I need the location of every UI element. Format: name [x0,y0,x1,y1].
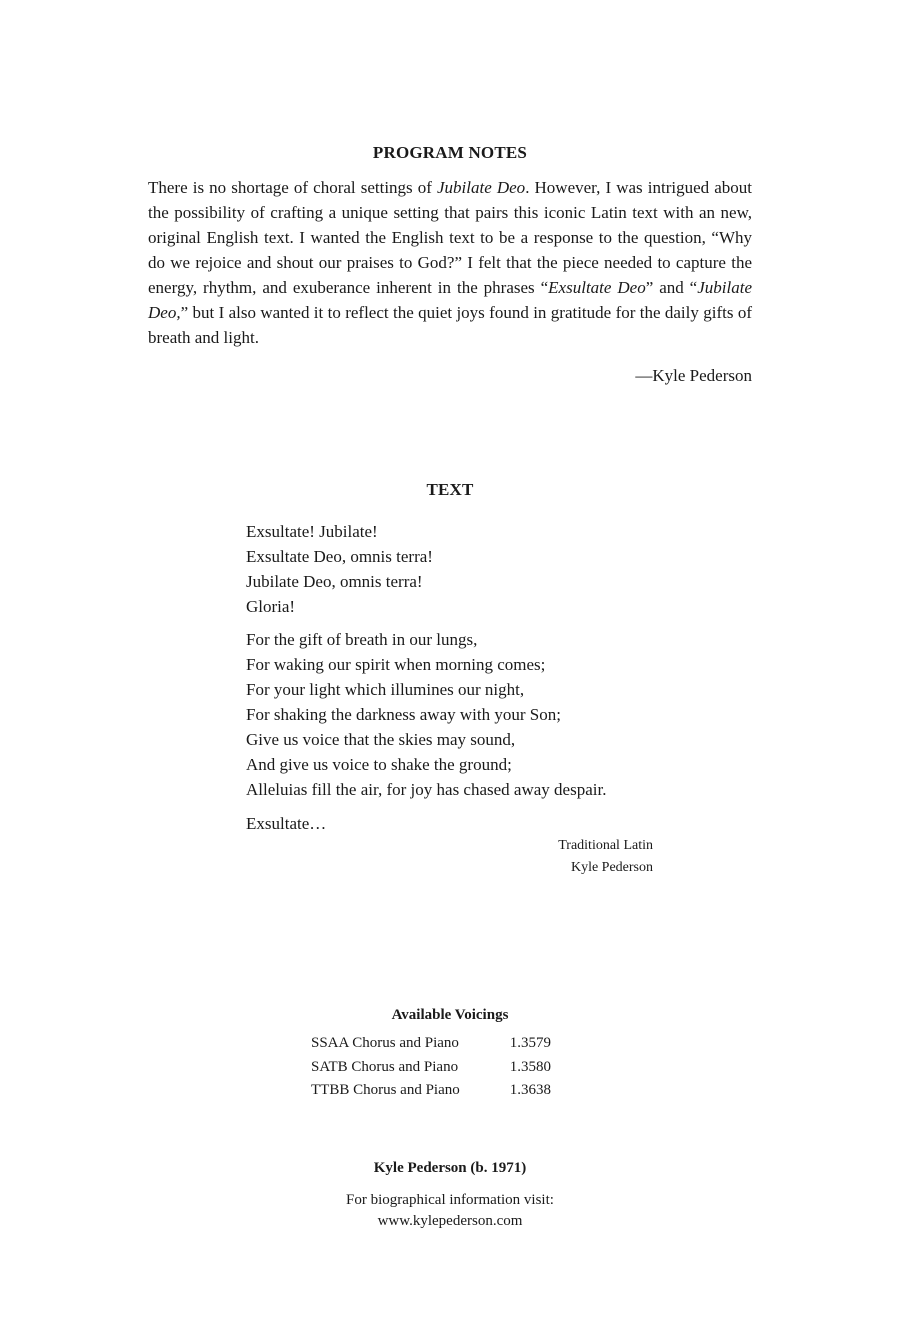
stanza-english [246,627,606,802]
program-notes-body [148,175,752,350]
stanza-latin [246,519,433,619]
lyric-line: Gloria! [246,597,296,616]
lyric-line: Alleluias fill the air, for joy has chased away despair. [246,780,607,799]
bio-line: For biographical information visit: [346,1192,554,1208]
notes-title-exsultate: Exsultate Deo [548,278,646,297]
composer-bio [0,1190,900,1232]
text-heading: TEXT [426,480,474,499]
website-link[interactable]: www.kylepederson.com [377,1213,523,1229]
lyric-line: For your light which illumines our night, [246,680,525,699]
notes-title-jubilate-2: Jubilate Deo, [148,278,752,322]
voicings-table [311,1032,551,1103]
credit-line: Traditional Latin [558,838,653,853]
voicing-name: SATB Chorus and Piano [311,1058,459,1075]
voicing-number: 1.3579 [509,1035,551,1051]
table-row [311,1032,551,1056]
composer-name: Kyle Pederson (b. 1971) [373,1160,527,1176]
notes-text-3: ” and “ [645,278,698,297]
lyric-line: Exsultate Deo, omnis terra! [246,547,433,566]
stanza-closing [246,811,326,836]
notes-title-jubilate: Jubilate Deo [437,178,526,197]
credit-line: Kyle Pederson [570,860,653,875]
notes-text-1: There is no shortage of choral settings of [148,178,438,197]
voicing-number: 1.3638 [509,1082,551,1098]
lyric-line: Exsultate… [246,814,327,833]
lyric-line: For shaking the darkness away with your Son; [246,705,561,724]
notes-text-4: ” but I also wanted it to reflect the quiet joys found in gratitude for the daily gifts of breath and light. [148,303,752,347]
lyric-line: For waking our spirit when morning comes; [246,655,546,674]
notes-text-2: . However, I was intrigued about the possibility of crafting a unique setting that pairs this iconic Latin text with an new, original English text. I wanted the English text to be a response to the question, “Why do we rejoice and shout our praises to God?” I felt that the piece needed to capture the energy, rhythm, and exuberance inherent in the phrases “ [148,178,752,297]
voicings-title: Available Voicings [391,1007,509,1023]
voicing-name: SSAA Chorus and Piano [311,1035,459,1051]
text-credits [558,835,653,879]
voicing-number: 1.3580 [509,1058,551,1075]
lyric-line: Give us voice that the skies may sound, [246,730,516,749]
voicing-name: TTBB Chorus and Piano [311,1082,460,1098]
notes-signature: —Kyle Pederson [635,366,752,385]
lyric-line: And give us voice to shake the ground; [246,755,512,774]
program-notes-heading: PROGRAM NOTES [372,143,528,162]
lyric-line: For the gift of breath in our lungs, [246,630,478,649]
table-row [311,1056,551,1080]
table-row [311,1079,551,1103]
lyric-line: Exsultate! Jubilate! [246,522,378,541]
lyric-line: Jubilate Deo, omnis terra! [246,572,423,591]
